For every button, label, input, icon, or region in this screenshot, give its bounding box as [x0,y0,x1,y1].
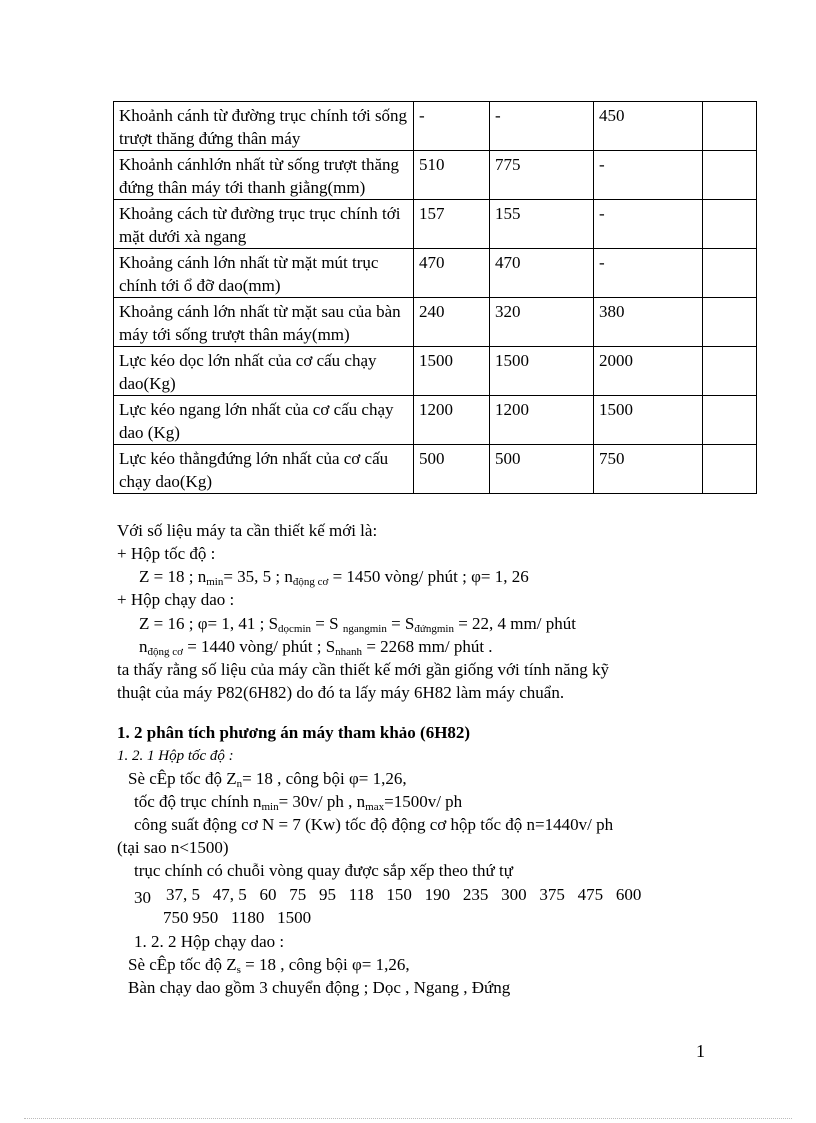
spec-value-cell: - [414,102,490,151]
speed-box-info-1: Sè cÊp tốc độ $Z_n= 18$ , công bội φ= 1,26, [128,769,407,790]
spec-value-cell [703,102,757,151]
spec-label-cell: Khoảng cánh lớn nhất từ mặt sau của bàn máy tới sống trượt thân máy(mm) [114,298,414,347]
spec-value-cell: 240 [414,298,490,347]
spec-value-cell: 157 [414,200,490,249]
spec-value-cell: 500 [414,445,490,494]
table-row [114,445,757,494]
spec-value-cell [703,249,757,298]
spec-value-cell: 510 [414,151,490,200]
spec-value-cell [703,298,757,347]
table-row [114,249,757,298]
spec-label-cell: Lực kéo dọc lớn nhất của cơ cấu chạy dao(Kg) [114,347,414,396]
feed-box-info-2: Bàn chạy dao gồm 3 chuyển động ; Dọc , Ngang , Đứng [128,978,511,997]
spec-value-cell: 155 [490,200,594,249]
spec-value-cell: - [594,249,703,298]
table-row [114,347,757,396]
conclusion-line-2: thuật của máy P82(6H82) do đó ta lấy máy 6H82 làm máy chuẩn. [117,683,565,702]
page-number: 1 [696,1041,705,1061]
spec-value-cell: 775 [490,151,594,200]
speed-box-title: + Hộp tốc độ : [117,544,216,563]
spec-label-cell: Khoảng cách từ đường trục trục chính tới mặt dưới xà ngang [114,200,414,249]
speed-box-info-4: (tại sao n<1500) [117,838,229,857]
spec-label-cell: Khoảnh cánhlớn nhất từ sống trượt thăng đứng thân máy tới thanh giằng(mm) [114,151,414,200]
speed-box-equation: Z = 18 ; $n_{min}= 35$, 5 ; $n_{động cơ} = 1450$ vòng/ phút ; φ= 1, 26 [139,567,529,588]
speed-box-info-3: công suất động cơ N = 7 (Kw) tốc độ động cơ hộp tốc độ n=1440v/ ph [134,815,614,834]
spec-value-cell: 1200 [414,396,490,445]
subsection-heading-feed-box: 1. 2. 2 Hộp chạy dao : [134,932,285,951]
spec-value-cell: - [594,200,703,249]
spec-value-cell: 320 [490,298,594,347]
spec-value-cell: 1500 [594,396,703,445]
spec-label-cell: Lực kéo thẳngđứng lớn nhất của cơ cấu chạy dao(Kg) [114,445,414,494]
feed-box-equation-2: $n_{động cơ} = 1440$ vòng/ phút ; $S_{nhanh} = 2268$ mm/ phút . [139,637,493,658]
spec-label-cell: Khoảng cánh lớn nhất từ mặt mút trục chính tới ổ đỡ dao(mm) [114,249,414,298]
spec-label-cell: Khoảnh cánh từ đường trục chính tới sống trượt thăng đứng thân máy [114,102,414,151]
speed-series-first: 30 [134,888,151,907]
spec-value-cell: - [490,102,594,151]
spec-value-cell: 1500 [490,347,594,396]
spec-value-cell [703,396,757,445]
spec-value-cell: 380 [594,298,703,347]
spec-value-cell [703,151,757,200]
table-row [114,151,757,200]
table-row [114,102,757,151]
table-row [114,396,757,445]
table-row [114,298,757,347]
machine-spec-table [113,101,757,494]
page-footer-rule [24,1118,792,1119]
spec-value-cell: 1200 [490,396,594,445]
spec-value-cell: 470 [414,249,490,298]
spec-value-cell: 500 [490,445,594,494]
spec-value-cell: 470 [490,249,594,298]
spec-value-cell [703,347,757,396]
speed-box-info-5: trục chính có chuỗi vòng quay được sắp xếp theo thứ tự [134,861,513,880]
speed-series-row-1: 37, 5 47, 5 60 75 95 118 150 190 235 300 375 475 600 [166,885,642,904]
feed-box-title: + Hộp chạy dao : [117,590,235,609]
spec-value-cell: 2000 [594,347,703,396]
spec-value-cell: 1500 [414,347,490,396]
spec-label-cell: Lực kéo ngang lớn nhất của cơ cấu chạy dao (Kg) [114,396,414,445]
feed-box-info-1: Sè cÊp tốc độ $Z_s = 18$ , công bội φ= 1,26, [128,955,410,976]
speed-box-info-2: tốc độ trục chính $n_{min}= 30v/$ ph , $n_{max}=1500v/$ ph [134,792,463,813]
spec-value-cell: 450 [594,102,703,151]
section-heading: 1. 2 phân tích phương án máy tham khảo (6H82) [117,723,471,742]
conclusion-line-1: ta thấy rằng số liệu của máy cần thiết kế mới gần giống với tính năng kỹ [117,660,609,679]
speed-series-row-2: 750 950 1180 1500 [163,908,312,927]
spec-value-cell [703,445,757,494]
subsection-heading-speed-box: 1. 2. 1 Hộp tốc độ : [117,748,234,764]
spec-value-cell [703,200,757,249]
feed-box-equation-1: Z = 16 ; φ= 1, 41 ; $S_{dọcmin} = S$ $_{ngangmin} = S_{đứngmin} = 22$, 4 mm/ phút [139,614,576,635]
spec-value-cell: - [594,151,703,200]
table-row [114,200,757,249]
spec-value-cell: 750 [594,445,703,494]
intro-line: Với số liệu máy ta cần thiết kế mới là: [117,521,378,540]
